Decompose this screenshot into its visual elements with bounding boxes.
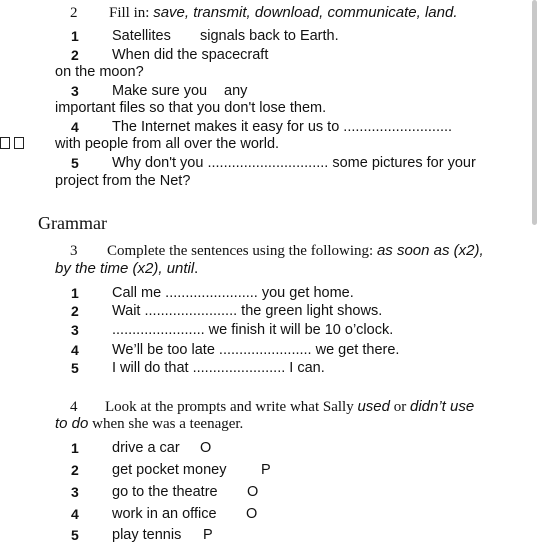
prompt-text: work in an office (112, 506, 217, 522)
item-number: 1 (71, 440, 79, 456)
sentence-text: Make sure you (112, 83, 208, 99)
keyword-to-do: to do (55, 415, 89, 432)
sentence-text: I will do that ....................... I can. (112, 360, 325, 376)
item-number: 5 (71, 360, 79, 376)
item-number: 2 (71, 462, 79, 478)
word-list: as soon as (x2), (376, 242, 484, 259)
prompt-text: get pocket money (112, 462, 227, 478)
exercise-4-header (70, 398, 474, 416)
item-number: 1 (71, 28, 79, 44)
prompt-mark: O (247, 484, 259, 500)
sentence-text: with people from all over the world. (55, 136, 280, 152)
checkbox-icon (0, 137, 10, 149)
instruction-or: or (389, 399, 410, 415)
word-list: by the time (x2), until (55, 260, 195, 277)
item-number: 3 (71, 484, 79, 500)
keyword-used: used (357, 398, 390, 415)
item-number: 4 (71, 119, 79, 135)
item-number: 2 (71, 47, 79, 63)
sentence-text: Wait ....................... the green light shows. (112, 303, 383, 319)
sentence-text: Satellites (112, 28, 171, 44)
exercise-2-header (70, 4, 458, 22)
exercise-number: 3 (70, 243, 78, 259)
sentence-text: Why don't you .............................. some pictures for your (112, 155, 476, 171)
exercise-3-header-line2 (55, 260, 198, 278)
instruction-end: when she was a teenager. (88, 416, 244, 432)
item-number: 3 (71, 322, 79, 338)
prompt-text: play tennis (112, 527, 182, 543)
prompt-text: go to the theatre (112, 484, 218, 500)
prompt-text: drive a car (112, 440, 180, 456)
sentence-text: We’ll be too late ....................... we get there. (112, 342, 400, 358)
sentence-text: project from the Net? (55, 173, 191, 189)
prompt-mark: O (246, 506, 258, 522)
exercise-number: 2 (70, 5, 78, 21)
sentence-text: When did the spacecraft (112, 47, 269, 63)
prompt-mark: P (261, 462, 271, 478)
exercise-4-header-line2 (55, 415, 243, 433)
section-heading: Grammar (38, 213, 107, 233)
item-number: 4 (71, 506, 79, 522)
exercise-instruction: Look at the prompts and write what Sally (105, 399, 358, 415)
exercise-instruction: Fill in: (109, 5, 154, 21)
sentence-text: ....................... we finish it will be 10 o’clock. (112, 322, 394, 338)
item-number: 5 (71, 155, 79, 171)
keyword-didnt-use: didn’t use (409, 398, 475, 415)
item-number: 1 (71, 285, 79, 301)
word-list: save, transmit, download, communicate, land. (153, 4, 458, 21)
exercise-3-header (70, 242, 484, 260)
prompt-mark: P (203, 527, 213, 543)
item-number: 4 (71, 342, 79, 358)
sentence-text: Call me ....................... you get home. (112, 285, 354, 301)
prompt-mark: O (200, 440, 212, 456)
sentence-text: signals back to Earth. (200, 28, 339, 44)
exercise-instruction: Complete the sentences using the following: (107, 243, 377, 259)
sentence-text: on the moon? (55, 64, 144, 80)
sentence-text: important files so that you don't lose them. (55, 100, 327, 116)
vertical-scrollbar[interactable] (532, 0, 537, 225)
item-number: 2 (71, 303, 79, 319)
sentence-text: The Internet makes it easy for us to ........................... (112, 119, 453, 135)
exercise-number: 4 (70, 399, 78, 415)
item-number: 3 (71, 83, 79, 99)
checkbox-icon (14, 137, 24, 149)
sentence-text: any (224, 83, 248, 99)
item-number: 5 (71, 527, 79, 543)
punctuation: . (194, 261, 198, 277)
